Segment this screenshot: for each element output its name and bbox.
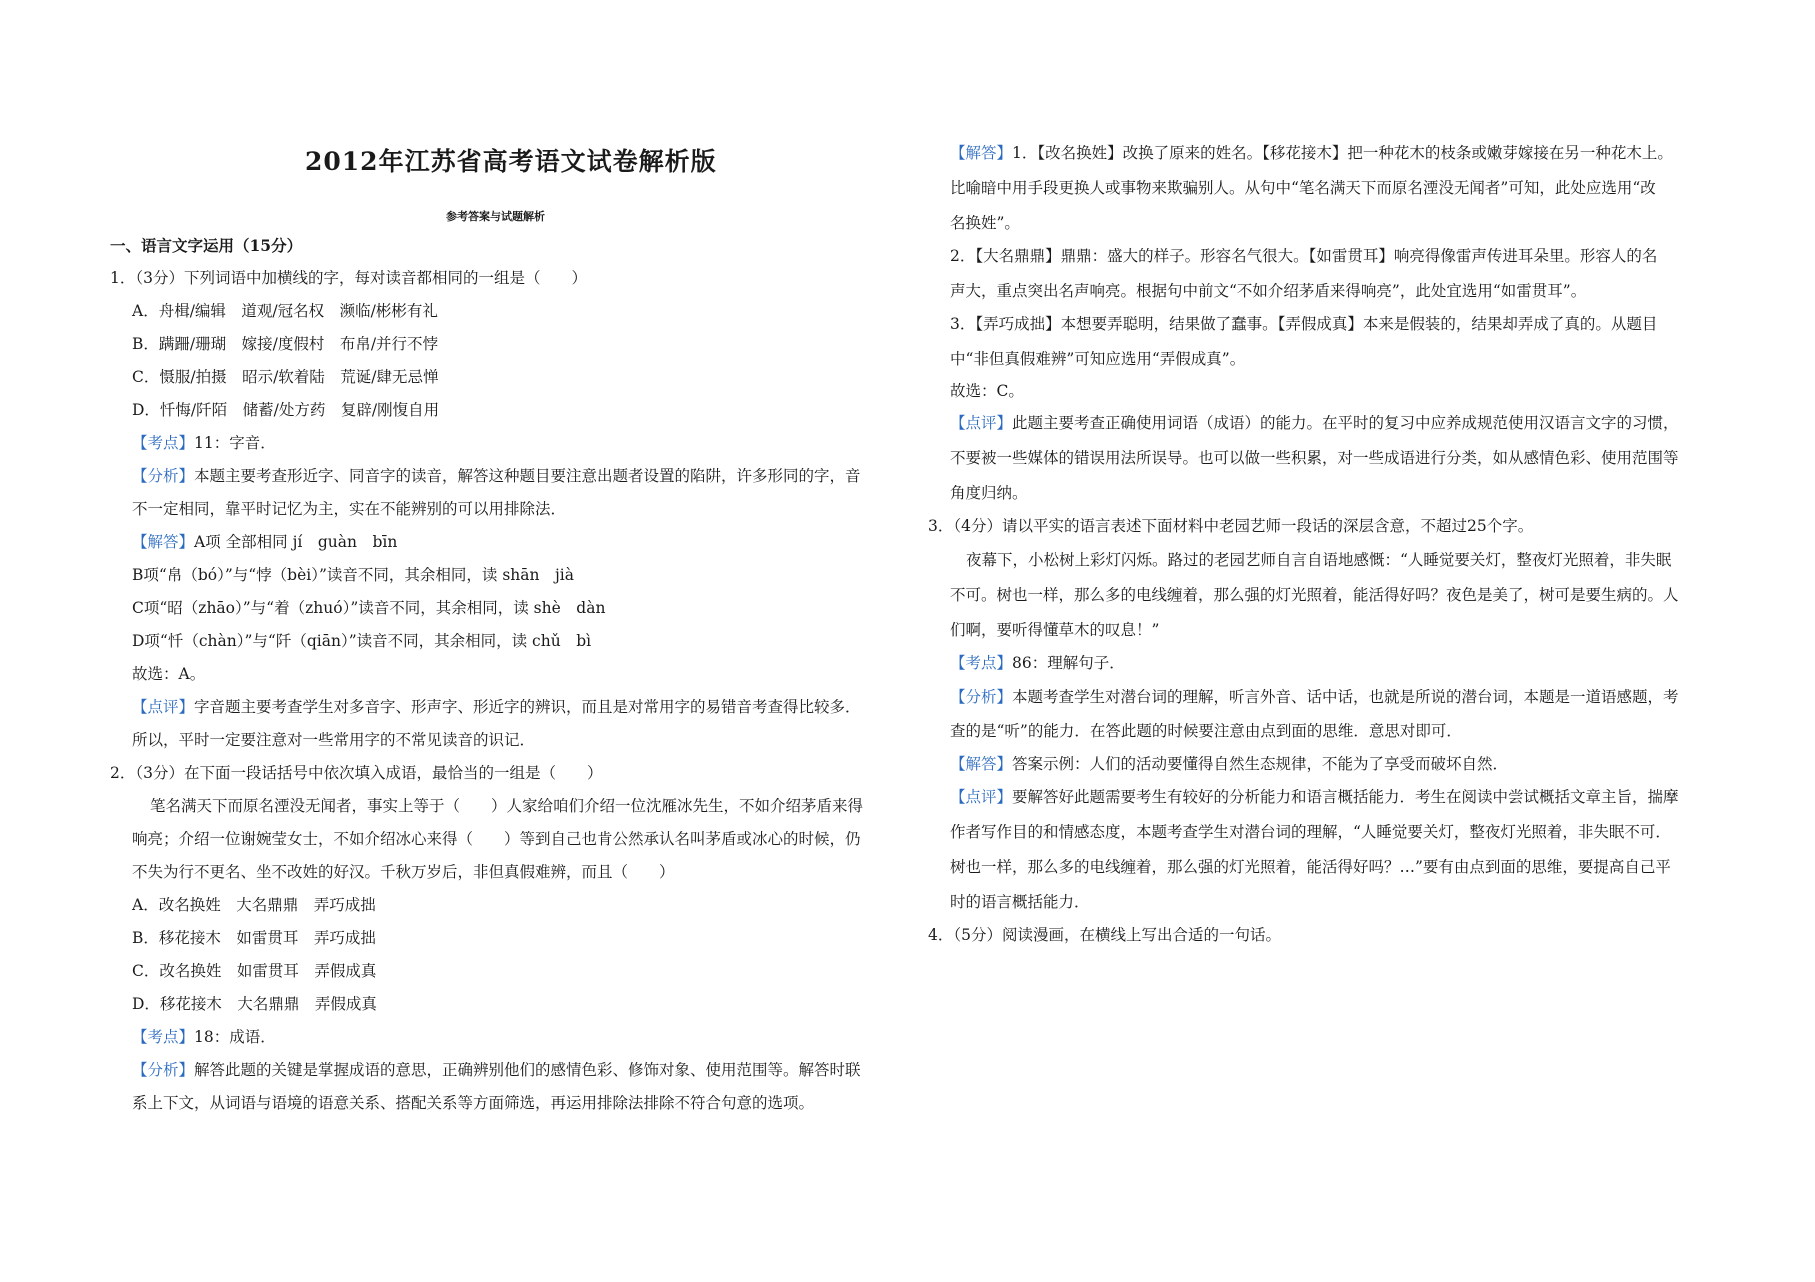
document-title: 2012年江苏省高考语文试卷解析版 — [305, 147, 717, 176]
q2-dianping-3: 角度归纳。 — [950, 484, 1028, 502]
q2-jieda-7: 中“非但真假难辨”可知应选用“弄假成真”。 — [950, 350, 1246, 368]
q2-option-b: B．移花接木 如雷贯耳 弄巧成拙 — [132, 929, 376, 947]
q2-option-c: C．改名换姓 如雷贯耳 弄假成真 — [132, 962, 377, 980]
q4-stem: 4．（5分）阅读漫画，在横线上写出合适的一句话。 — [928, 926, 1281, 944]
q3-kaodian — [950, 653, 1125, 673]
jieda-text: 1．【改名换姓】改换了原来的姓名。【移花接木】把一种花木的枝条或嫩芽嫁接在另一种花木上。 — [1012, 144, 1673, 162]
q1-dianping — [132, 697, 861, 717]
q3-stem: 3．（4分）请以平实的语言表述下面材料中老园艺师一段话的深层含意，不超过25个字。 — [928, 517, 1534, 535]
dianping-tag: 【点评】 — [950, 414, 1013, 432]
q1-jieda-b: B项“帛（bó）”与“悖（bèi）”读音不同，其余相同，读 shān jià — [132, 566, 574, 584]
q3-dianping — [950, 787, 1679, 807]
q3-dianping-2: 作者写作目的和情感态度，本题考查学生对潜台词的理解，“人睡觉要关灯，整夜灯光照着，非失眠不可． — [950, 823, 1671, 841]
q3-fenxi — [950, 687, 1679, 707]
q2-passage-cont: 响亮；介绍一位谢婉莹女士，不如介绍冰心来得（ ）等到自己也肯公然承认名叫茅盾或冰心的时候，仍 — [132, 830, 861, 848]
q2-answer: 故选：C。 — [950, 382, 1024, 400]
q1-jieda-c: C项“昭（zhāo）”与“着（zhuó）”读音不同，其余相同，读 shè dàn — [132, 599, 606, 617]
jieda-tag: 【解答】 — [950, 755, 1013, 773]
dianping-text: 字音题主要考查学生对多音字、形声字、形近字的辨识，而且是对常用字的易错音考查得比较多． — [194, 698, 861, 716]
q2-dianping — [950, 413, 1679, 433]
q2-jieda-3: 名换姓”。 — [950, 214, 1020, 232]
fenxi-tag: 【分析】 — [132, 467, 195, 485]
q3-passage-2: 不可。树也一样，那么多的电线缠着，那么强的灯光照着，能活得好吗？夜色是美了，树可是要生病的。人 — [950, 586, 1679, 604]
dianping-tag: 【点评】 — [132, 698, 195, 716]
q2-fenxi — [132, 1060, 861, 1080]
q1-option-d: D．忏悔/阡陌 储蓄/处方药 复辟/刚愎自用 — [132, 401, 440, 419]
kaodian-text: 86：理解句子． — [1012, 654, 1125, 672]
jieda-tag: 【解答】 — [950, 144, 1013, 162]
q2-jieda-6: 3．【弄巧成拙】本想要弄聪明，结果做了蠢事。【弄假成真】本来是假装的，结果却弄成了真的。从题目 — [950, 315, 1658, 333]
q1-option-c: C．慑服/拍摄 昭示/软着陆 荒诞/肆无忌惮 — [132, 368, 439, 386]
q3-passage-3: 们啊，要听得懂草木的叹息！” — [950, 621, 1160, 639]
jieda-tag: 【解答】 — [132, 533, 195, 551]
q2-jieda — [950, 143, 1673, 163]
fenxi-text: 本题考查学生对潜台词的理解，听言外音、话中话，也就是所说的潜台词，本题是一道语感题，考 — [1012, 688, 1679, 706]
jieda-text: 答案示例：人们的活动要懂得自然生态规律，不能为了享受而破坏自然． — [1012, 755, 1509, 773]
q1-fenxi — [132, 466, 861, 486]
fenxi-tag: 【分析】 — [950, 688, 1013, 706]
q2-passage-end: 不失为行不更名、坐不改姓的好汉。千秋万岁后，非但真假难辨，而且（ ） — [132, 863, 675, 881]
q2-kaodian — [132, 1027, 276, 1047]
kaodian-text: 18：成语． — [194, 1028, 276, 1046]
q3-passage: 夜幕下，小松树上彩灯闪烁。路过的老园艺师自言自语地感慨：“人睡觉要关灯，整夜灯光照着，非失眠 — [966, 551, 1672, 569]
q2-jieda-5: 声大，重点突出名声响亮。根据句中前文“不如介绍茅盾来得响亮”，此处宜选用“如雷贯耳”。 — [950, 282, 1587, 300]
section-heading: 一、语言文字运用（15分） — [110, 236, 303, 255]
q1-option-a: A．舟楫/编辑 道观/冠名权 濒临/彬彬有礼 — [132, 302, 438, 320]
q2-dianping-2: 不要被一些媒体的错误用法所误导。也可以做一些积累，对一些成语进行分类，如从感情色彩、使用范围等 — [950, 449, 1679, 467]
dianping-tag: 【点评】 — [950, 788, 1013, 806]
q2-jieda-4: 2．【大名鼎鼎】鼎鼎：盛大的样子。形容名气很大。【如雷贯耳】响亮得像雷声传进耳朵里。形容人的名 — [950, 247, 1658, 265]
q2-option-a: A．改名换姓 大名鼎鼎 弄巧成拙 — [132, 896, 376, 914]
kaodian-text: 11：字音． — [194, 434, 276, 452]
fenxi-text: 解答此题的关键是掌握成语的意思，正确辨别他们的感情色彩、修饰对象、使用范围等。解答时联 — [194, 1061, 861, 1079]
q3-dianping-4: 时的语言概括能力． — [950, 893, 1090, 911]
q1-dianping-cont: 所以，平时一定要注意对一些常用字的不常见读音的识记． — [132, 731, 536, 749]
kaodian-tag: 【考点】 — [950, 654, 1013, 672]
kaodian-tag: 【考点】 — [132, 434, 195, 452]
fenxi-tag: 【分析】 — [132, 1061, 195, 1079]
document-subtitle: 参考答案与试题解析 — [446, 210, 545, 223]
jieda-text: A项 全部相同 jí guàn bīn — [194, 533, 398, 551]
dianping-text: 此题主要考查正确使用词语（成语）的能力。在平时的复习中应养成规范使用汉语言文字的习惯， — [1012, 414, 1679, 432]
q1-fenxi-cont: 不一定相同，靠平时记忆为主，实在不能辨别的可以用排除法． — [132, 500, 567, 518]
q2-stem: 2．（3分）在下面一段话括号中依次填入成语，最恰当的一组是（ ） — [110, 764, 603, 782]
q2-fenxi-cont: 系上下文，从词语与语境的语意关系、搭配关系等方面筛选，再运用排除法排除不符合句意的选项。 — [132, 1094, 815, 1112]
q2-option-d: D．移花接木 大名鼎鼎 弄假成真 — [132, 995, 377, 1013]
fenxi-text: 本题主要考查形近字、同音字的读音，解答这种题目要注意出题者设置的陷阱，许多形同的字，音 — [194, 467, 861, 485]
q3-fenxi-2: 查的是“听”的能力．在答此题的时候要注意由点到面的思维．意思对即可． — [950, 722, 1462, 740]
dianping-text: 要解答好此题需要考生有较好的分析能力和语言概括能力．考生在阅读中尝试概括文章主旨，揣摩 — [1012, 788, 1679, 806]
q1-kaodian — [132, 433, 276, 453]
q1-answer: 故选：A。 — [132, 665, 206, 683]
q2-jieda-2: 比喻暗中用手段更换人或事物来欺骗别人。从句中“笔名满天下而原名湮没无闻者”可知，此处应选用“改 — [950, 179, 1656, 197]
q3-jieda — [950, 754, 1508, 774]
q1-stem: 1．（3分）下列词语中加横线的字，每对读音都相同的一组是（ ） — [110, 269, 587, 287]
q1-jieda — [132, 532, 397, 552]
q1-jieda-d: D项“忏（chàn）”与“阡（qiān）”读音不同，其余相同，读 chǔ bì — [132, 632, 592, 650]
q2-passage: 笔名满天下而原名湮没无闻者，事实上等于（ ）人家给咱们介绍一位沈雁冰先生，不如介绍茅盾来得 — [150, 797, 864, 815]
q3-dianping-3: 树也一样，那么多的电线缠着，那么强的灯光照着，能活得好吗？…”要有由点到面的思维，要提高自己平 — [950, 858, 1671, 876]
kaodian-tag: 【考点】 — [132, 1028, 195, 1046]
q1-option-b: B．蹒跚/珊瑚 嫁接/度假村 布帛/并行不悖 — [132, 335, 439, 353]
